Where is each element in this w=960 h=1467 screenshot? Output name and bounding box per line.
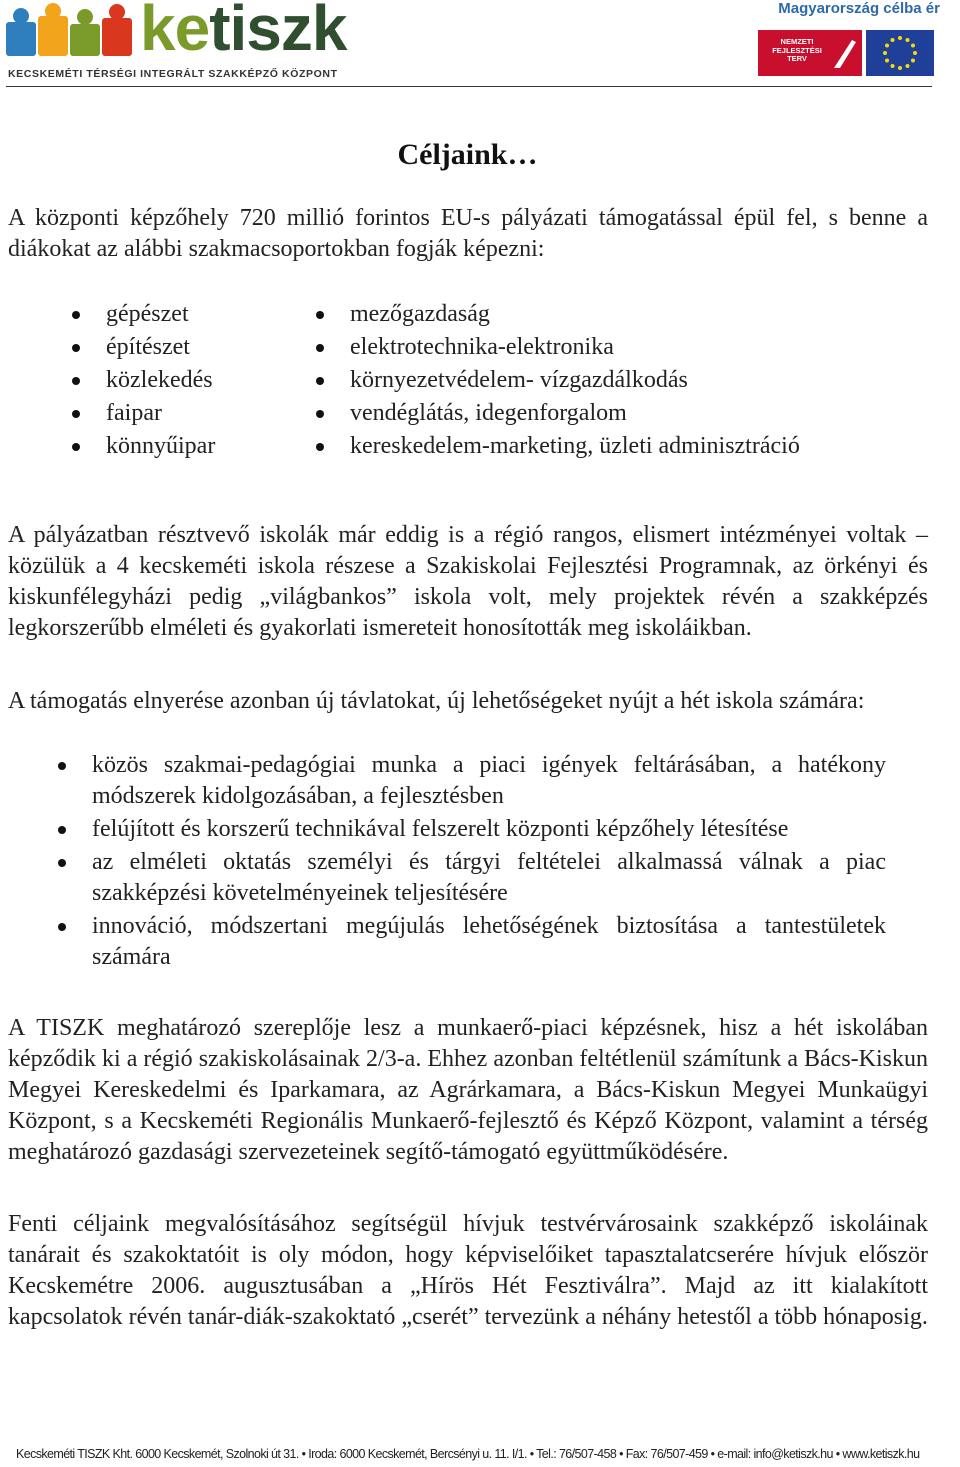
list-item: közlekedés [72,364,215,397]
brand-wordmark [140,0,346,68]
page-title: Céljaink… [397,138,538,171]
slogan: Magyarország célba ér [778,0,940,17]
letterhead [0,0,960,90]
schools-paragraph: A pályázatban résztvevő iskolák már eddig is a régió rangos, elismert intézményei voltak – közülük a 4 kecskeméti iskola részese a Szakiskolai Fejlesztési Programnak, az örkényi és kiskunfélegyházi pedig „világbankos” iskola volt, mely projektek révén a szakképzés legkorszerűbb elméleti és gyakorlati ismereteit honosították meg iskoláikban. [8,522,928,641]
tagline: KECSKEMÉTI TÉRSÉGI INTEGRÁLT SZAKKÉPZŐ KÖZPONT [8,68,338,80]
list-item: vendéglátás, idegenforgalom [316,397,800,430]
list-item: környezetvédelem- vízgazdálkodás [316,364,800,397]
list-item: faipar [72,397,215,430]
partner-cities-paragraph: Fenti céljaink megvalósításához segítségül hívjuk testvérvárosaink szakképző iskoláinak tanárait és szakoktatóit is oly módon, hogy képviselőiket tapasztalatcserére hívjuk először Kecskemétre 2006. augusztusában a „Hírös Hét Fesztiválra”. Majd az itt kialakított kapcsolatok révén tanár-diák-szakoktató „cserét” tervezünk a néhány hetestől a több hónaposig. [8,1211,928,1330]
fields-list-right [316,298,800,463]
brand-tiszk: tiszk [209,0,347,64]
tiszk-role-paragraph: A TISZK meghatározó szereplője lesz a munkaerő-piaci képzésnek, hisz a hét iskolában képződik ki a régió szakiskolásainak 2/3-a. Ehhez azonban feltétlenül számítunk a Bács-Kiskun Megyei Kereskedelmi és Iparkamara, az Agrárkamara, a Bács-Kiskun Megyei Munkaügyi Központ, s a Kecskeméti Regionális Munkaerő-fejlesztő és Képző Központ, valamint a térség meghatározó gazdasági szervezeteinek segítő-támogató együttműködésére. [8,1015,928,1165]
list-item: építészet [72,331,215,364]
list-item: könnyűipar [72,430,215,463]
brand-ke: ke [140,0,210,64]
nft-logo-text: NEMZETI FEJLESZTÉSI TERV [772,37,822,63]
intro-paragraph: A központi képzőhely 720 millió forintos EU-s pályázati támogatással épül fel, s benne a diákokat az alábbi szakmacsoportokban fogják képezni: [8,205,928,262]
nft-arrow-icon [832,36,858,70]
puzzle-people-icon [4,2,136,62]
footer-contact: Kecskeméti TISZK Kht. 6000 Kecskemét, Szolnoki út 31. • Iroda: 6000 Kecskemét, Bercsényi u. 11. I/1. • Tel.: 76/507-458 • Fax: 76/507-459 • e-mail: info@ketiszk.hu • www.ketiszk.hu [16,1447,920,1461]
support-paragraph: A támogatás elnyerése azonban új távlatokat, új lehetőségeket nyújt a hét iskola számára: [8,688,865,714]
header-divider [6,86,932,87]
list-item: innováció, módszertani megújulás lehetőségének biztosítása a tantestületek számára [56,911,886,973]
ketiszk-logo [4,2,354,80]
nft-logo [758,30,862,76]
list-item: kereskedelem-marketing, üzleti adminisztráció [316,430,800,463]
benefits-list [56,750,886,975]
list-item: felújított és korszerű technikával felszerelt központi képzőhely létesítése [56,814,886,845]
fields-list-left [72,298,215,463]
list-item: elektrotechnika-elektronika [316,331,800,364]
list-item: gépészet [72,298,215,331]
list-item: az elméleti oktatás személyi és tárgyi feltételei alkalmassá válnak a piac szakképzési követelményeinek teljesítésére [56,847,886,909]
sponsor-logos [746,0,946,80]
list-item: közös szakmai-pedagógiai munka a piaci igények feltárásában, a hatékony módszerek kidolgozásában, a fejlesztésben [56,750,886,812]
eu-flag-icon [866,30,934,76]
list-item: mezőgazdaság [316,298,800,331]
